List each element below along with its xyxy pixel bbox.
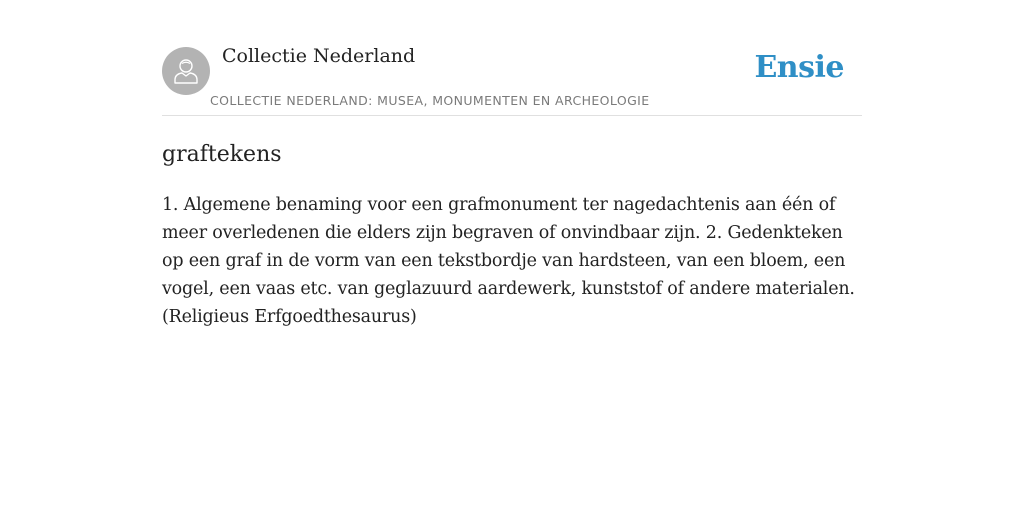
ensie-logo-link[interactable]: Ensie — [754, 50, 844, 85]
entry-term: graftekens — [162, 142, 282, 167]
entry-card — [162, 0, 862, 331]
entry-header — [162, 0, 862, 116]
entry-definition: 1. Algemene benaming voor een grafmonument ter nagedachtenis aan één of meer overledenen die elders zijn begraven of onvindbaar zijn. 2. Gedenkteken op een graf in de vorm van een tekstbordje van hardsteen, van een bloem, een vogel, een vaas etc. van geglazuurd aardewerk, kunststof of andere materialen. (Religieus Erfgoedthesaurus) — [162, 195, 855, 327]
avatar[interactable] — [162, 47, 210, 95]
user-icon — [171, 56, 201, 86]
collection-subtitle: COLLECTIE NEDERLAND: MUSEA, MONUMENTEN EN ARCHEOLOGIE — [210, 93, 650, 108]
author-link[interactable]: Collectie Nederland — [222, 45, 416, 67]
